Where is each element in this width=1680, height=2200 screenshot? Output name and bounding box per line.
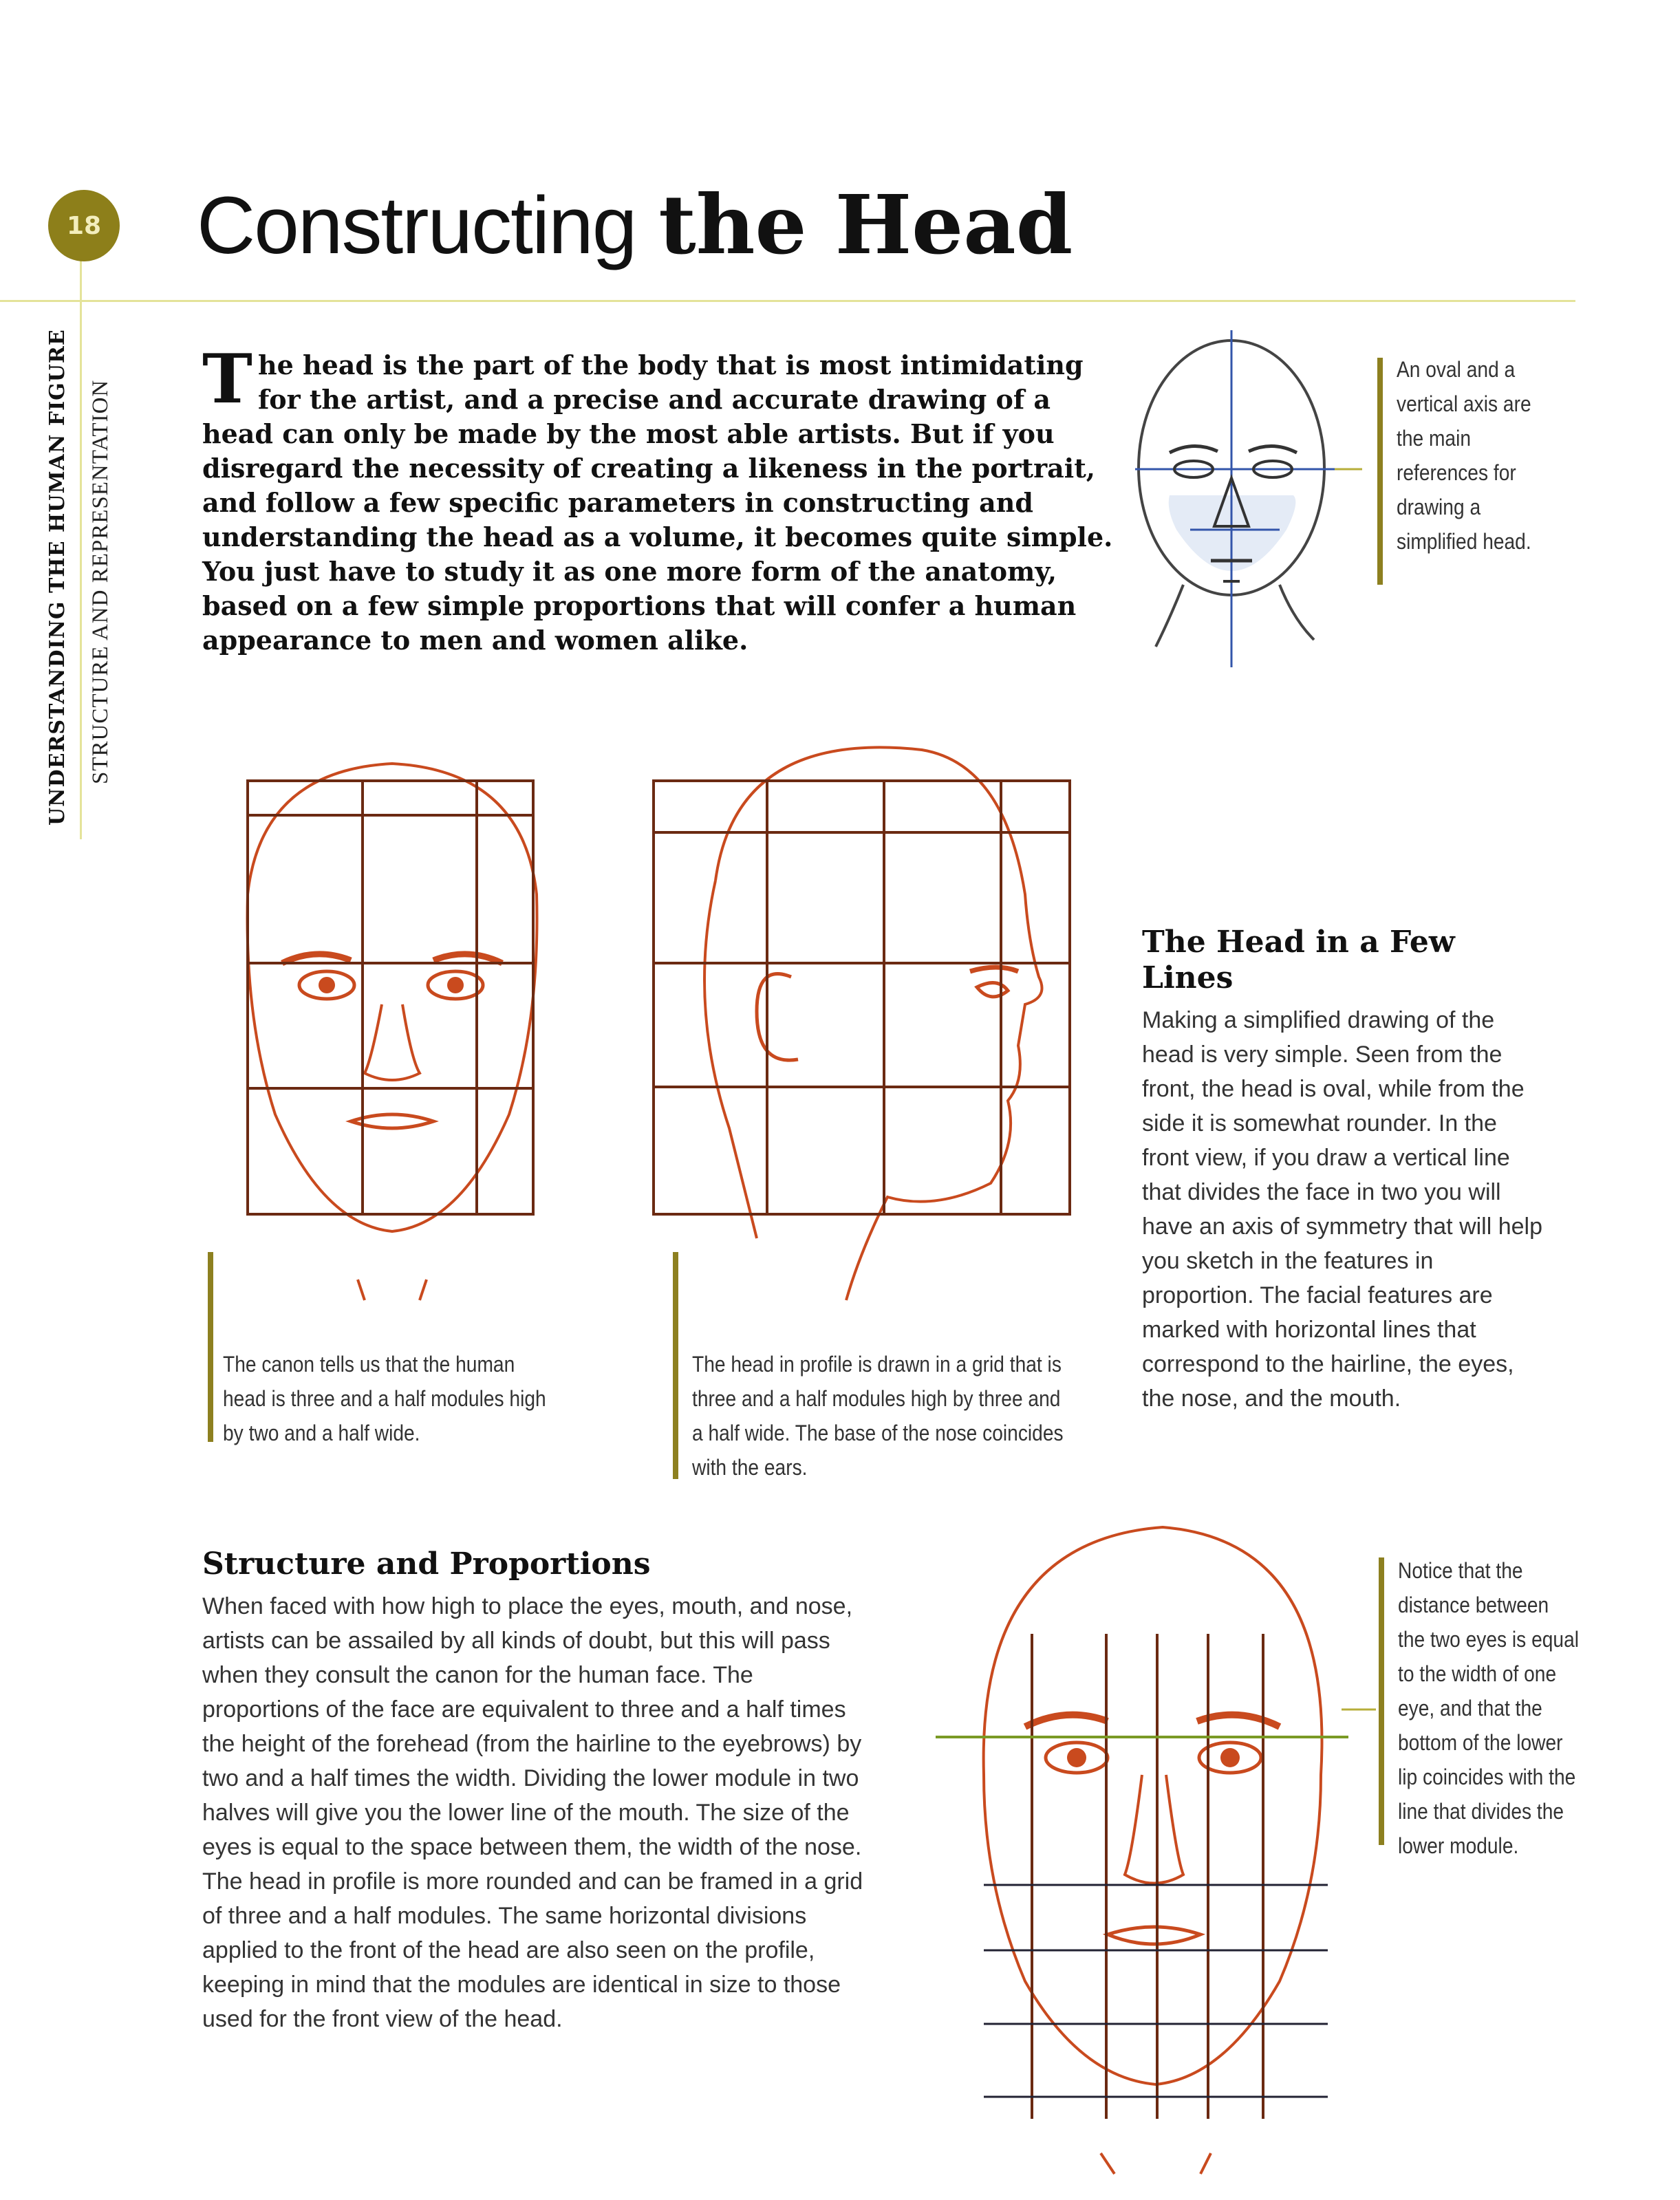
intro-text: he head is the part of the body that is most intimidating for the artist, and a precise and accurate drawing of a head can only be made by the most able artists. But if you disregard the necessity of creating a likeness in the portrait, and follow a few specific parameters in constructing and understanding the head as a volume, it becomes quite simple. You just have to study it as one more form of the anatomy, based on a few simple proportions that will confer a human appearance to men and women alike. (202, 349, 1113, 656)
few-lines-heading: The Head in a Few Lines (1142, 925, 1455, 995)
section-running-head: UNDERSTANDING THE HUMAN FIGURE (45, 329, 69, 826)
right-iris (447, 977, 464, 993)
neck-left (1156, 585, 1183, 647)
back-of-head (704, 881, 757, 1238)
caption-bar-profile (673, 1252, 678, 1479)
eyebrow-right (1249, 446, 1297, 453)
mouth (1108, 1927, 1200, 1944)
page-number-badge (48, 190, 120, 261)
page-title (197, 173, 1073, 277)
eye-grid (1032, 1634, 1263, 2119)
title-light: Constructing (197, 180, 636, 271)
subsection-running-head: STRUCTURE AND REPRESENTATION (88, 379, 113, 784)
oval-head-illustration (1128, 323, 1362, 681)
profile-outline (715, 747, 1042, 1300)
caption-bar-canon (208, 1252, 213, 1442)
head-outline (248, 764, 537, 1231)
caption-bar-oval (1377, 358, 1383, 585)
eye-spacing-illustration (936, 1500, 1362, 2188)
left-iris (319, 977, 335, 993)
eye (977, 983, 1008, 997)
page-number: 18 (66, 211, 102, 240)
canon-grid (248, 781, 533, 1214)
caption-oval: An oval and a vertical axis are the main references for drawing a simplified head. (1397, 357, 1531, 554)
neck (358, 1280, 427, 1300)
caption-profile: The head in profile is drawn in a grid that is three and a half modules high by three and a half wide. The base of the nose coincides with the ears. (692, 1352, 1064, 1480)
front-canon-illustration (234, 729, 550, 1335)
intro-paragraph (202, 340, 1117, 658)
head-outline (984, 1527, 1322, 2084)
caption-canon: The canon tells us that the human head is three and a half modules high by two and a half wide. (223, 1352, 546, 1445)
structure-body: When faced with how high to place the eyes, mouth, and nose, artists can be assailed by all kinds of doubt, but this will pass when they consult the canon for the human face. The proportions of the face are equivalent to three and a half times the height of the forehead (from the hairline to the eyebrows) by two and a half times the width. Dividing the lower module in two halves will give you the lower line of the mouth. The size of the eyes is equal to the space between them, the width of the nose. The head in profile is more rounded and can be framed in a grid of three and a half modules. The same horizontal divisions applied to the front of the head are also seen on the profile, keeping in mind that the modules are identical in size to those used for the front view of the head. (202, 1593, 863, 2032)
side-rule (80, 206, 82, 839)
title-bold: the Head (658, 177, 1073, 272)
few-lines-body: Making a simplified drawing of the head is very simple. Seen from the front, the head is oval, while from the side it is somewhat rounder. In the front view, if you draw a vertical line that divides the face in two you will have an axis of symmetry that will help you sketch in the features in proportion. The facial features are marked with horizontal lines that correspond to the hairline, the eyes, the nose, and the mouth. (1142, 1007, 1543, 1412)
right-iris (1220, 1748, 1240, 1767)
caption-eyes: Notice that the distance between the two eyes is equal to the width of one eye, and that the bottom of the lower lip coincides with the line that divides the lower module. (1398, 1558, 1579, 1858)
header-rule (0, 300, 1575, 302)
neck (1101, 2153, 1211, 2174)
eyebrow-left (1170, 446, 1218, 453)
eyebrow (970, 967, 1018, 971)
ear (757, 974, 798, 1061)
neck-right (1280, 585, 1314, 640)
drop-cap: T (202, 340, 252, 419)
left-iris (1067, 1748, 1086, 1767)
grid-frame (248, 781, 533, 1214)
structure-heading: Structure and Proportions (202, 1546, 651, 1582)
profile-canon-illustration (633, 715, 1087, 1321)
caption-bar-eyes (1379, 1557, 1384, 1845)
nose (1125, 1775, 1183, 1884)
nose (365, 1004, 420, 1080)
eyebrows (1025, 1715, 1280, 1727)
